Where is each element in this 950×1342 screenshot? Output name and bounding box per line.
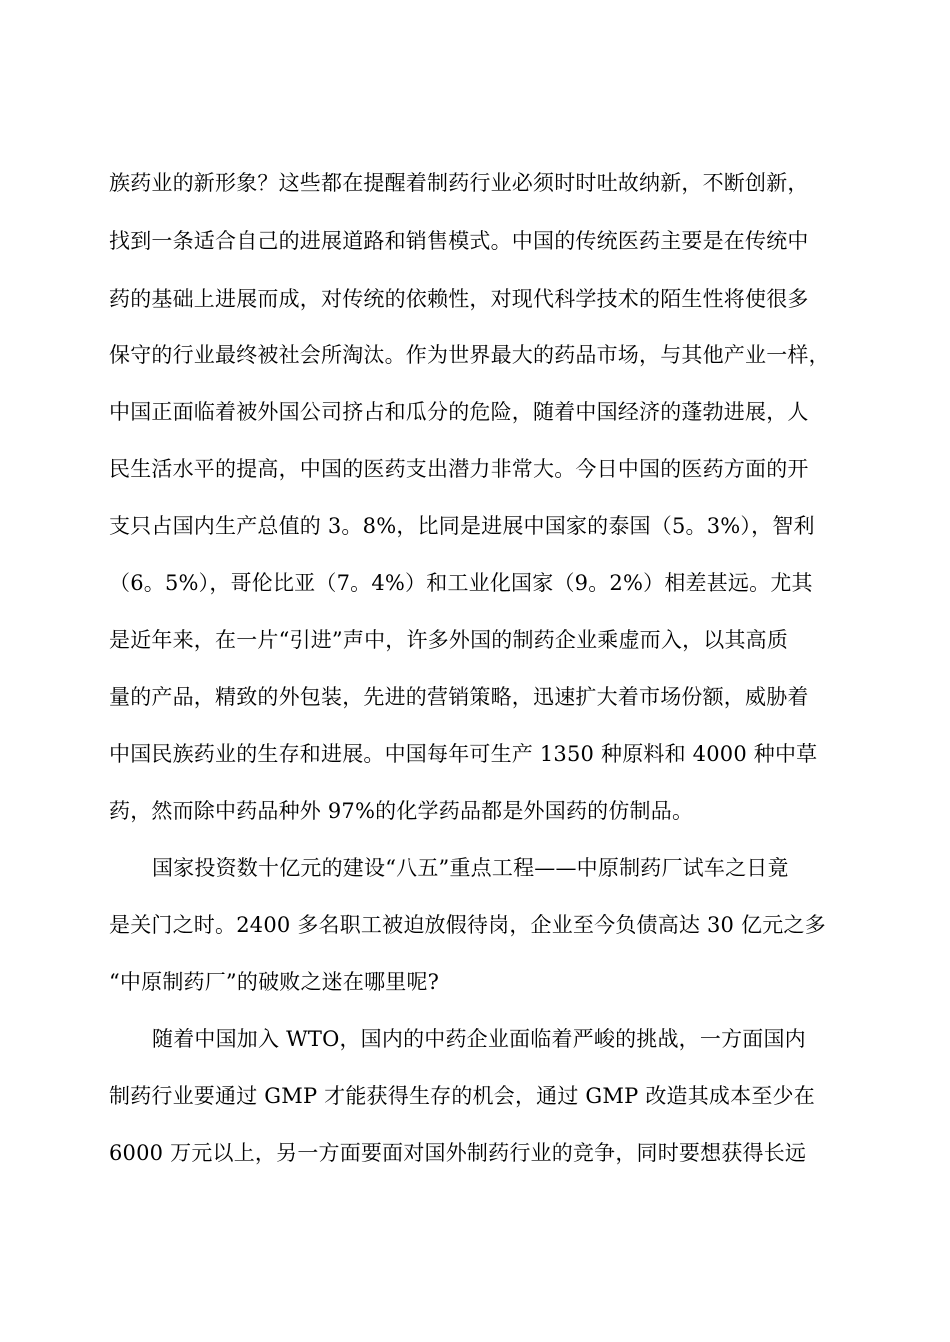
- text-line: 是近年来，在一片“引进”声中，许多外国的制药企业乘虚而入，以其高质: [109, 628, 789, 652]
- text-line: （6。5%），哥伦比亚（7。4%）和工业化国家（9。2%）相差甚远。尤其: [109, 571, 813, 595]
- text-line: 是关门之时。2400 多名职工被迫放假待岗，企业至今负债高达 30 亿元之多: [109, 913, 826, 937]
- text-line: 民生活水平的提高，中国的医药支出潜力非常大。今日中国的医药方面的开: [109, 457, 809, 481]
- text-line: 制药行业要通过 GMP 才能获得生存的机会，通过 GMP 改造其成本至少在: [109, 1084, 815, 1108]
- paragraph-first-line: 随着中国加入 WTO，国内的中药企业面临着严峻的挑战，一方面国内: [152, 1027, 806, 1051]
- text-line: 中国民族药业的生存和进展。中国每年可生产 1350 种原料和 4000 种中草: [109, 742, 818, 766]
- text-line: “中原制药厂”的破败之迷在哪里呢?: [109, 970, 440, 994]
- text-line: 支只占国内生产总值的 3。8%，比同是进展中国家的泰国（5。3%），智利: [109, 514, 815, 538]
- text-line: 族药业的新形象？这些都在提醒着制药行业必须时时吐故纳新，不断创新，: [109, 171, 809, 195]
- paragraph-first-line: 国家投资数十亿元的建设“八五”重点工程——中原制药厂试车之日竟: [152, 856, 789, 880]
- text-line: 量的产品，精致的外包装，先进的营销策略，迅速扩大着市场份额，威胁着: [109, 685, 809, 709]
- text-line: 找到一条适合自己的进展道路和销售模式。中国的传统医药主要是在传统中: [109, 229, 809, 253]
- text-line: 中国正面临着被外国公司挤占和瓜分的危险，随着中国经济的蓬勃进展，人: [109, 400, 809, 424]
- text-line: 保守的行业最终被社会所淘汰。作为世界最大的药品市场，与其他产业一样，: [109, 343, 830, 367]
- text-line: 药，然而除中药品种外 97%的化学药品都是外国药的仿制品。: [109, 799, 694, 823]
- text-line: 药的基础上进展而成，对传统的依赖性，对现代科学技术的陌生性将使很多: [109, 287, 809, 311]
- text-line: 6000 万元以上，另一方面要面对国外制药行业的竞争，同时要想获得长远: [109, 1141, 807, 1165]
